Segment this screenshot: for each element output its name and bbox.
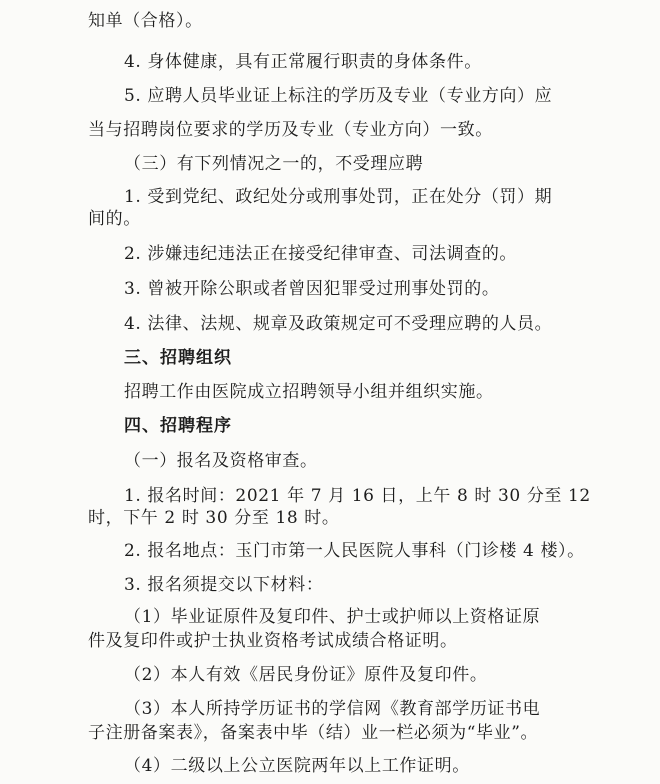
- text-line: 4. 身体健康，具有正常履行职责的身体条件。: [124, 52, 482, 72]
- text-line: （1）毕业证原件及复印件、护士或护师以上资格证原: [124, 607, 541, 627]
- text-line: 1. 报名时间：2021 年 7 月 16 日，上午 8 时 30 分至 12: [124, 486, 591, 506]
- text-line: 1. 受到党纪、政纪处分或刑事处罚，正在处分（罚）期: [124, 187, 553, 207]
- text-line: 5. 应聘人员毕业证上标注的学历及专业（专业方向）应: [124, 86, 553, 106]
- text-line: 3. 报名须提交以下材料：: [124, 575, 324, 595]
- text-line: （3）本人所持学历证书的学信网《教育部学历证书电: [124, 699, 541, 719]
- text-line: （4）二级以上公立医院两年以上工作证明。: [124, 756, 470, 776]
- text-line: （三）有下列情况之一的，不受理应聘: [124, 154, 424, 174]
- text-line: 2. 报名地点：玉门市第一人民医院人事科（门诊楼 4 楼）。: [124, 541, 585, 561]
- text-line: 4. 法律、法规、规章及政策规定可不受理应聘的人员。: [124, 314, 553, 334]
- text-line: 当与招聘岗位要求的学历及专业（专业方向）一致。: [88, 120, 493, 140]
- text-line: 3. 曾被开除公职或者曾因犯罪受过刑事处罚的。: [124, 279, 500, 299]
- section-heading: 三、招聘组织: [124, 348, 232, 368]
- text-line: 件及复印件或护士执业资格考试成绩合格证明。: [88, 631, 458, 651]
- text-line: 子注册备案表》，备案表中毕（结）业一栏必须为“毕业”。: [88, 723, 539, 743]
- text-line: （一）报名及资格审查。: [124, 451, 318, 471]
- text-line: 时，下午 2 时 30 分至 18 时。: [88, 508, 340, 528]
- section-heading: 四、招聘程序: [124, 416, 232, 436]
- text-line: 间的。: [88, 209, 141, 229]
- text-line: （2）本人有效《居民身份证》原件及复印件。: [124, 665, 488, 685]
- text-line: 2. 涉嫌违纪违法正在接受纪律审查、司法调查的。: [124, 244, 518, 264]
- text-line: 知单（合格）。: [88, 11, 203, 31]
- text-line: 招聘工作由医院成立招聘领导小组并组织实施。: [124, 382, 494, 402]
